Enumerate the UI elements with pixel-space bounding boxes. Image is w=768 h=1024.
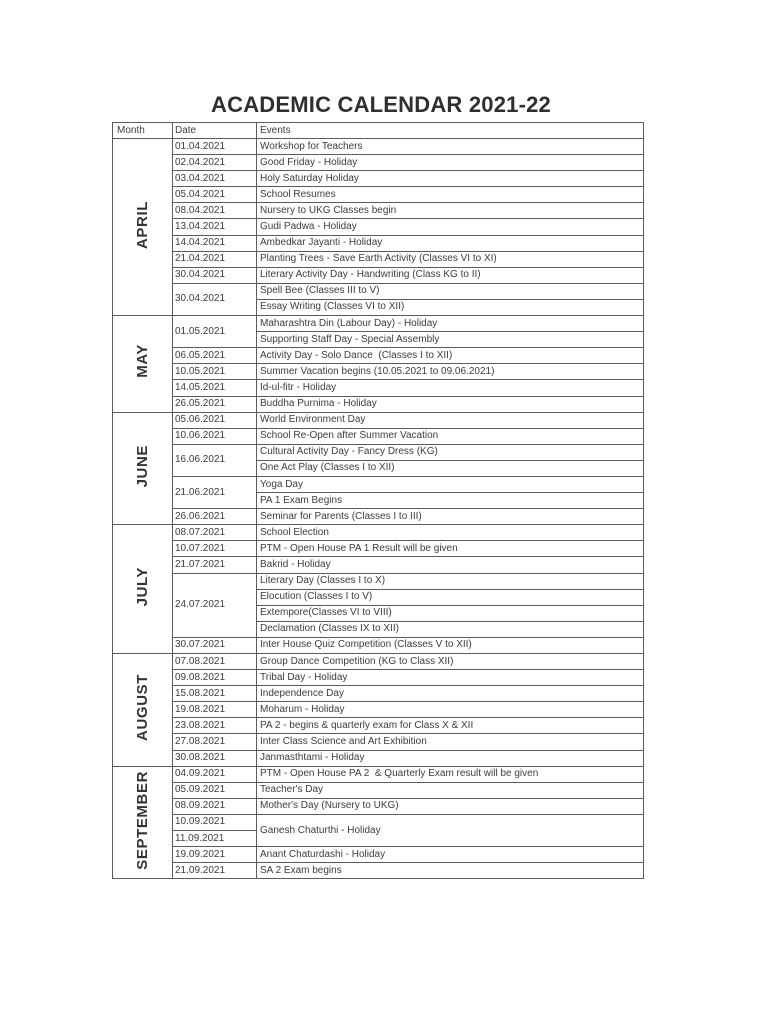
event-cell: Workshop for Teachers (257, 139, 644, 155)
calendar-row (113, 444, 644, 460)
calendar-row (113, 348, 644, 364)
calendar-row (113, 219, 644, 235)
date-cell: 01.05.2021 (173, 316, 257, 348)
date-cell: 14.05.2021 (173, 380, 257, 396)
calendar-row (113, 155, 644, 171)
date-cell: 30.04.2021 (173, 283, 257, 315)
event-cell: Buddha Purnima - Holiday (257, 396, 644, 412)
date-cell: 10.05.2021 (173, 364, 257, 380)
event-cell: Inter House Quiz Competition (Classes V to XII) (257, 637, 644, 653)
calendar-row (113, 380, 644, 396)
event-cell: Moharum - Holiday (257, 702, 644, 718)
calendar-row (113, 203, 644, 219)
month-label: SEPTEMBER (133, 770, 151, 870)
event-cell: Cultural Activity Day - Fancy Dress (KG) (257, 444, 644, 460)
calendar-row (113, 847, 644, 863)
date-cell: 23.08.2021 (173, 718, 257, 734)
event-cell: World Environment Day (257, 412, 644, 428)
event-cell: Essay Writing (Classes VI to XII) (257, 299, 644, 315)
event-cell: One Act Play (Classes I to XII) (257, 460, 644, 476)
calendar-row (113, 718, 644, 734)
date-cell: 10.06.2021 (173, 428, 257, 444)
event-cell: PA 2 - begins & quarterly exam for Class X & XII (257, 718, 644, 734)
event-cell: Mother's Day (Nursery to UKG) (257, 798, 644, 814)
date-cell: 02.04.2021 (173, 155, 257, 171)
event-cell: Supporting Staff Day - Special Assembly (257, 332, 644, 348)
calendar-row (113, 267, 644, 283)
event-cell: Gudi Padwa - Holiday (257, 219, 644, 235)
date-cell: 08.04.2021 (173, 203, 257, 219)
event-cell: Group Dance Competition (KG to Class XII) (257, 654, 644, 670)
calendar-row (113, 766, 644, 782)
event-cell: Janmasthtami - Holiday (257, 750, 644, 766)
date-cell: 08.07.2021 (173, 525, 257, 541)
month-label: JUNE (133, 444, 151, 488)
event-cell: PA 1 Exam Begins (257, 493, 644, 509)
event-cell: Ganesh Chaturthi - Holiday (257, 814, 644, 846)
calendar-row (113, 573, 644, 589)
calendar-row (113, 637, 644, 653)
date-cell: 05.04.2021 (173, 187, 257, 203)
calendar-row (113, 541, 644, 557)
header-events: Events (257, 123, 644, 139)
calendar-row (113, 863, 644, 879)
event-cell: Spell Bee (Classes III to V) (257, 283, 644, 299)
calendar-row (113, 525, 644, 541)
date-cell: 21.04.2021 (173, 251, 257, 267)
calendar-row (113, 750, 644, 766)
date-cell: 14.04.2021 (173, 235, 257, 251)
event-cell: Teacher's Day (257, 782, 644, 798)
calendar-row (113, 283, 644, 299)
calendar-row (113, 364, 644, 380)
date-cell: 19.08.2021 (173, 702, 257, 718)
date-cell: 26.06.2021 (173, 509, 257, 525)
calendar-row (113, 734, 644, 750)
date-cell: 04.09.2021 (173, 766, 257, 782)
calendar-row (113, 654, 644, 670)
event-cell: School Election (257, 525, 644, 541)
calendar-row (113, 798, 644, 814)
event-cell: Independence Day (257, 686, 644, 702)
event-cell: Literary Activity Day - Handwriting (Class KG to II) (257, 267, 644, 283)
event-cell: School Resumes (257, 187, 644, 203)
event-cell: SA 2 Exam begins (257, 863, 644, 879)
date-cell: 11.09.2021 (173, 831, 257, 847)
calendar-row (113, 235, 644, 251)
date-cell: 21.06.2021 (173, 476, 257, 508)
calendar-row (113, 316, 644, 332)
calendar-row (113, 476, 644, 492)
month-cell-september (113, 766, 173, 879)
calendar-row (113, 814, 644, 830)
month-cell-may (113, 316, 173, 413)
event-cell: Bakrid - Holiday (257, 557, 644, 573)
calendar-row (113, 670, 644, 686)
date-cell: 06.05.2021 (173, 348, 257, 364)
calendar-row (113, 428, 644, 444)
month-cell-august (113, 654, 173, 767)
date-cell: 30.07.2021 (173, 637, 257, 653)
calendar-row (113, 702, 644, 718)
date-cell: 01.04.2021 (173, 139, 257, 155)
calendar-row (113, 396, 644, 412)
event-cell: PTM - Open House PA 1 Result will be given (257, 541, 644, 557)
event-cell: Seminar for Parents (Classes I to III) (257, 509, 644, 525)
event-cell: Yoga Day (257, 476, 644, 492)
event-cell: Maharashtra Din (Labour Day) - Holiday (257, 316, 644, 332)
calendar-row (113, 782, 644, 798)
calendar-row (113, 412, 644, 428)
event-cell: PTM - Open House PA 2 & Quarterly Exam result will be given (257, 766, 644, 782)
event-cell: Holy Saturday Holiday (257, 171, 644, 187)
calendar-row (113, 251, 644, 267)
date-cell: 13.04.2021 (173, 219, 257, 235)
event-cell: Ambedkar Jayanti - Holiday (257, 235, 644, 251)
date-cell: 07.08.2021 (173, 654, 257, 670)
calendar-row (113, 171, 644, 187)
calendar-table (112, 122, 644, 879)
event-cell: Good Friday - Holiday (257, 155, 644, 171)
date-cell: 21.07.2021 (173, 557, 257, 573)
date-cell: 19.09.2021 (173, 847, 257, 863)
page-title: ACADEMIC CALENDAR 2021-22 (211, 92, 551, 117)
event-cell: Id-ul-fitr - Holiday (257, 380, 644, 396)
date-cell: 24.07.2021 (173, 573, 257, 637)
event-cell: Activity Day - Solo Dance (Classes I to XII) (257, 348, 644, 364)
date-cell: 21.09.2021 (173, 863, 257, 879)
date-cell: 10.07.2021 (173, 541, 257, 557)
event-cell: Elocution (Classes I to V) (257, 589, 644, 605)
event-cell: Literary Day (Classes I to X) (257, 573, 644, 589)
date-cell: 16.06.2021 (173, 444, 257, 476)
calendar-row (113, 187, 644, 203)
header-month: Month (113, 123, 173, 139)
month-cell-june (113, 412, 173, 525)
event-cell: Summer Vacation begins (10.05.2021 to 09.06.2021) (257, 364, 644, 380)
month-label: APRIL (133, 200, 151, 249)
date-cell: 03.04.2021 (173, 171, 257, 187)
event-cell: Planting Trees - Save Earth Activity (Classes VI to XI) (257, 251, 644, 267)
header-date: Date (173, 123, 257, 139)
month-label: MAY (133, 344, 151, 379)
date-cell: 30.08.2021 (173, 750, 257, 766)
event-cell: Tribal Day - Holiday (257, 670, 644, 686)
calendar-row (113, 509, 644, 525)
header-row (113, 123, 644, 139)
calendar-row (113, 557, 644, 573)
event-cell: Inter Class Science and Art Exhibition (257, 734, 644, 750)
date-cell: 05.06.2021 (173, 412, 257, 428)
event-cell: School Re-Open after Summer Vacation (257, 428, 644, 444)
date-cell: 05.09.2021 (173, 782, 257, 798)
date-cell: 09.08.2021 (173, 670, 257, 686)
event-cell: Extempore(Classes VI to VIII) (257, 605, 644, 621)
date-cell: 10.09.2021 (173, 814, 257, 830)
calendar-row (113, 139, 644, 155)
date-cell: 27.08.2021 (173, 734, 257, 750)
table-header (113, 123, 644, 139)
date-cell: 08.09.2021 (173, 798, 257, 814)
event-cell: Declamation (Classes IX to XII) (257, 621, 644, 637)
calendar-row (113, 686, 644, 702)
event-cell: Nursery to UKG Classes begin (257, 203, 644, 219)
table-body (113, 139, 644, 879)
month-label: AUGUST (133, 673, 151, 741)
month-cell-july (113, 525, 173, 654)
date-cell: 26.05.2021 (173, 396, 257, 412)
month-cell-april (113, 139, 173, 316)
month-label: JULY (133, 566, 151, 607)
date-cell: 30.04.2021 (173, 267, 257, 283)
event-cell: Anant Chaturdashi - Holiday (257, 847, 644, 863)
date-cell: 15.08.2021 (173, 686, 257, 702)
